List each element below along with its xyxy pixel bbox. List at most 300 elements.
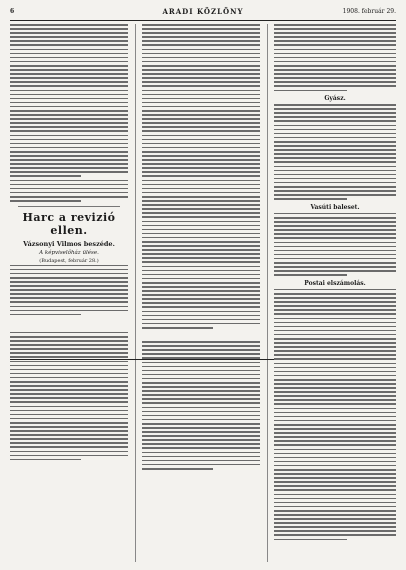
text-line [274,293,396,295]
text-line [142,36,260,38]
text-line [142,151,260,153]
text-line [142,245,260,247]
text-line [10,314,81,316]
text-line [10,269,128,271]
text-line [142,298,260,300]
text-line [142,225,260,227]
text-line [142,65,260,67]
text-line [274,522,396,524]
text-line [10,426,128,428]
text-line [10,114,128,116]
text-line [274,69,396,71]
text-line [274,36,396,38]
section-heading: Gyász. [324,95,346,103]
text-line [142,192,260,194]
text-line [142,184,260,186]
text-line [274,498,396,500]
text-line [274,346,396,348]
text-line [142,102,260,104]
text-line [142,464,260,466]
text-line [274,53,396,55]
column-2 [142,24,260,472]
text-line [274,428,396,430]
text-line [10,365,128,367]
page-number: 6 [10,8,15,15]
text-line [10,81,128,83]
text-line [10,265,128,267]
text-line [274,186,396,188]
text-line [142,147,260,149]
text-line [10,418,128,420]
text-line [10,184,128,186]
text-line [274,141,396,143]
text-line [10,24,128,26]
text-line [142,114,260,116]
text-line [274,485,396,487]
text-line [10,118,128,120]
text-line [10,90,128,92]
text-line [10,44,128,46]
text-line [10,434,128,436]
text-line [142,53,260,55]
text-line [142,398,260,400]
text-line [274,350,396,352]
text-line [274,73,396,75]
text-line [274,112,396,114]
text-line [142,341,260,343]
text-line [274,129,396,131]
text-line [274,408,396,410]
text-line [274,125,396,127]
text-line [274,258,396,260]
text-line [274,534,396,536]
text-line [142,233,260,235]
text-line [274,174,396,176]
text-line [274,526,396,528]
columns [10,24,396,562]
text-line [142,378,260,380]
text-line [10,285,128,287]
text-line [10,401,128,403]
text-line [274,436,396,438]
text-line [10,273,128,275]
text-line [274,40,396,42]
text-line [142,390,260,392]
text-line [10,446,128,448]
text-line [274,237,396,239]
text-line [274,391,396,393]
text-line [274,514,396,516]
text-line [10,361,128,363]
text-line [142,431,260,433]
text-line [142,282,260,284]
article-subheadline: Vázsonyi Vilmos beszéde. [23,239,115,248]
text-line [10,147,128,149]
text-line [274,379,396,381]
text-line [142,402,260,404]
text-line [274,399,396,401]
text-line [274,104,396,106]
text-line [274,477,396,479]
text-line [274,254,396,256]
text-line [142,315,260,317]
text-line [142,302,260,304]
text-line [142,468,213,470]
text-line [142,69,260,71]
column-divider [135,24,136,562]
text-line [10,135,128,137]
text-line [274,424,396,426]
text-line [142,143,260,145]
text-line [10,139,128,141]
text-line [274,494,396,496]
text-line [142,212,260,214]
text-line [274,383,396,385]
text-line [274,481,396,483]
text-line [142,270,260,272]
text-line [10,106,128,108]
column-3 [274,24,396,543]
speech-subtitle: (Budapest, február 28.) [39,257,99,264]
text-line [274,354,396,356]
text-line [274,166,396,168]
text-line [10,310,128,312]
text-line [274,403,396,405]
text-line [274,330,396,332]
text-line [274,416,396,418]
text-line [142,126,260,128]
text-line [274,61,396,63]
text-line [274,108,396,110]
text-line [274,301,396,303]
text-line [10,69,128,71]
text-line [274,461,396,463]
text-line [142,188,260,190]
text-line [142,237,260,239]
text-line [274,145,396,147]
text-line [142,266,260,268]
text-line [274,233,396,235]
text-line [142,98,260,100]
text-line [142,278,260,280]
text-line [274,81,396,83]
text-line [274,375,396,377]
text-line [10,297,128,299]
text-line [142,85,260,87]
text-line [10,53,128,55]
text-line [274,313,396,315]
text-line [274,182,396,184]
text-line [274,32,396,34]
text-line [274,453,396,455]
text-line [10,340,128,342]
text-line [10,40,128,42]
text-line [10,159,128,161]
text-line [142,357,260,359]
text-line [142,180,260,182]
text-line [142,200,260,202]
text-line [142,257,260,259]
text-line [274,137,396,139]
text-line [274,153,396,155]
text-line [10,151,128,153]
text-line [10,430,128,432]
text-line [274,305,396,307]
text-line [274,502,396,504]
text-line [10,143,128,145]
text-line [274,149,396,151]
text-line [10,332,128,334]
text-line [142,32,260,34]
text-line [10,94,128,96]
newspaper-title: ARADI KÖZLÖNY [162,7,244,16]
text-line [10,459,81,461]
text-line [274,289,396,291]
text-line [142,294,260,296]
text-line [274,457,396,459]
text-line [10,422,128,424]
column-divider [267,24,268,562]
text-line [274,24,396,26]
text-line [274,473,396,475]
text-line [10,175,81,177]
text-line [142,61,260,63]
text-line [274,371,396,373]
text-line [142,345,260,347]
text-line [274,28,396,30]
text-line [142,411,260,413]
text-line [142,110,260,112]
text-line [274,342,396,344]
text-line [142,90,260,92]
text-line [10,451,128,453]
text-line [10,336,128,338]
text-line [10,406,128,408]
text-line [274,246,396,248]
text-line [274,213,396,215]
text-line [10,122,128,124]
text-line [10,73,128,75]
text-line [142,319,260,321]
text-line [274,322,396,324]
text-line [142,353,260,355]
text-line [142,229,260,231]
text-line [142,415,260,417]
text-line [274,297,396,299]
text-line [10,57,128,59]
text-line [274,49,396,51]
text-line [10,438,128,440]
text-line [142,196,260,198]
article-headline: Harc a revizió ellen. [22,210,116,237]
text-line [274,539,347,541]
text-line [10,281,128,283]
text-line [274,157,396,159]
text-line [10,32,128,34]
text-line [142,447,260,449]
text-line [274,506,396,508]
text-line [10,389,128,391]
text-line [274,221,396,223]
text-line [142,427,260,429]
text-line [142,407,260,409]
text-line [274,432,396,434]
text-line [142,286,260,288]
text-line [274,440,396,442]
text-line [142,122,260,124]
section-heading: Postai elszámolás. [304,279,366,287]
text-line [10,98,128,100]
text-line [274,510,396,512]
text-line [10,188,128,190]
text-line [10,393,128,395]
text-line [274,444,396,446]
text-line [274,412,396,414]
text-line [10,352,128,354]
text-line [274,395,396,397]
text-line [10,163,128,165]
text-line [142,435,260,437]
text-line [274,194,396,196]
text-line [10,77,128,79]
text-line [274,489,396,491]
text-line [142,274,260,276]
text-line [10,200,81,202]
text-line [142,159,260,161]
text-line [274,178,396,180]
text-line [142,443,260,445]
text-line [142,216,260,218]
text-line [142,28,260,30]
text-line [274,358,396,360]
text-line [142,204,260,206]
text-line [142,106,260,108]
section-heading: Vasúti baleset. [310,203,360,211]
text-line [274,274,347,276]
text-line [10,155,128,157]
text-line [10,455,128,457]
text-line [274,44,396,46]
text-line [142,163,260,165]
text-line [10,377,128,379]
text-line [10,110,128,112]
text-line [10,126,128,128]
text-line [10,61,128,63]
text-line [10,171,128,173]
text-line [274,190,396,192]
text-line [274,65,396,67]
text-line [274,225,396,227]
text-line [142,261,260,263]
text-line [274,270,396,272]
text-line [142,49,260,51]
text-line [142,155,260,157]
text-line [142,370,260,372]
text-line [274,57,396,59]
text-line [274,363,396,365]
text-line [274,309,396,311]
text-line [10,306,128,308]
text-line [274,266,396,268]
text-line [274,133,396,135]
text-line [274,120,396,122]
text-line [142,135,260,137]
text-line [274,449,396,451]
text-line [10,344,128,346]
text-line [10,397,128,399]
text-line [10,36,128,38]
text-line [274,469,396,471]
text-line [274,318,396,320]
text-line [142,327,213,329]
text-line [274,85,396,87]
text-line [10,167,128,169]
text-line [142,167,260,169]
text-line [10,85,128,87]
text-line [274,116,396,118]
text-line [10,414,128,416]
text-line [142,362,260,364]
text-line [10,301,128,303]
text-line [10,65,128,67]
text-line [274,262,396,264]
text-line [142,249,260,251]
text-line [274,198,347,200]
text-line [10,102,128,104]
text-line [142,81,260,83]
text-line [274,367,396,369]
text-line [274,334,396,336]
text-line [142,366,260,368]
text-line [10,385,128,387]
text-line [142,77,260,79]
text-line [142,175,260,177]
text-line [142,130,260,132]
text-line [142,221,260,223]
text-line [142,241,260,243]
text-line [142,386,260,388]
text-line [142,24,260,26]
text-line [142,456,260,458]
text-line [142,419,260,421]
text-line [10,348,128,350]
text-line [274,217,396,219]
text-line [10,196,128,198]
text-line [274,338,396,340]
text-line [274,77,396,79]
text-line [10,293,128,295]
text-line [142,439,260,441]
text-line [142,423,260,425]
column-1 [10,24,128,463]
text-line [142,253,260,255]
text-line [142,57,260,59]
text-line [10,442,128,444]
text-line [274,326,396,328]
page-header [10,6,396,18]
text-line [274,465,396,467]
text-line [274,420,396,422]
text-line [274,387,396,389]
text-line [274,530,396,532]
text-line [10,28,128,30]
text-line [10,381,128,383]
text-line [10,130,128,132]
header-rule [10,20,396,21]
text-line [142,394,260,396]
text-line [10,410,128,412]
text-line [274,229,396,231]
